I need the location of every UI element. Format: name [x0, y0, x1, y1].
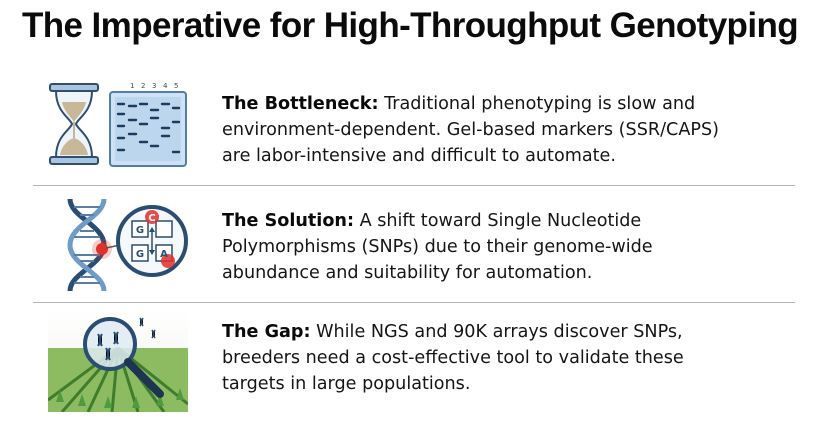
divider — [33, 185, 795, 186]
gel-lane-label: 4 — [163, 82, 168, 90]
section-heading: The Gap: — [222, 322, 311, 342]
gel-lane-label: 1 — [130, 82, 135, 90]
section-body-line: Polymorphisms (SNPs) due to their genome-wide — [222, 237, 653, 257]
snp-magnifier-icon — [106, 201, 188, 288]
section-body-line: targets in large populations. — [222, 374, 471, 394]
section-text — [222, 91, 802, 169]
section-body-line: A shift toward Single Nucleotide — [359, 211, 642, 231]
section-gap — [0, 304, 813, 420]
hourglass-icon — [48, 82, 100, 171]
section-bottleneck — [0, 70, 813, 186]
snp-base-label: G — [135, 249, 145, 260]
section-text — [222, 208, 802, 286]
section-body-line: Traditional phenotyping is slow and — [384, 94, 696, 114]
snp-base-label: G — [135, 225, 145, 236]
crop-field-magnifier-icon — [48, 310, 188, 417]
gel-electrophoresis-icon — [108, 80, 190, 175]
section-body-line: abundance and suitability for automation. — [222, 263, 593, 283]
dna-helix-icon — [62, 197, 112, 298]
gel-lane-label: 2 — [141, 82, 146, 90]
section-body-line: While NGS and 90K arrays discover SNPs, — [316, 322, 683, 342]
gel-lane-label: 5 — [174, 82, 179, 90]
section-heading: The Solution: — [222, 211, 354, 231]
section-body-line: environment-dependent. Gel-based markers (SSR/CAPS) — [222, 120, 719, 140]
section-body-line: are labor-intensive and difficult to automate. — [222, 146, 616, 166]
page-title: The Imperative for High-Throughput Genotyping — [22, 6, 799, 45]
gel-lane-label: 3 — [152, 82, 157, 90]
snp-base-label: C — [148, 213, 156, 224]
snp-base-label: A — [160, 249, 168, 260]
divider — [33, 302, 795, 303]
section-text — [222, 319, 802, 397]
section-body-line: breeders need a cost-effective tool to validate these — [222, 348, 684, 368]
section-heading: The Bottleneck: — [222, 94, 379, 114]
section-solution — [0, 187, 813, 303]
